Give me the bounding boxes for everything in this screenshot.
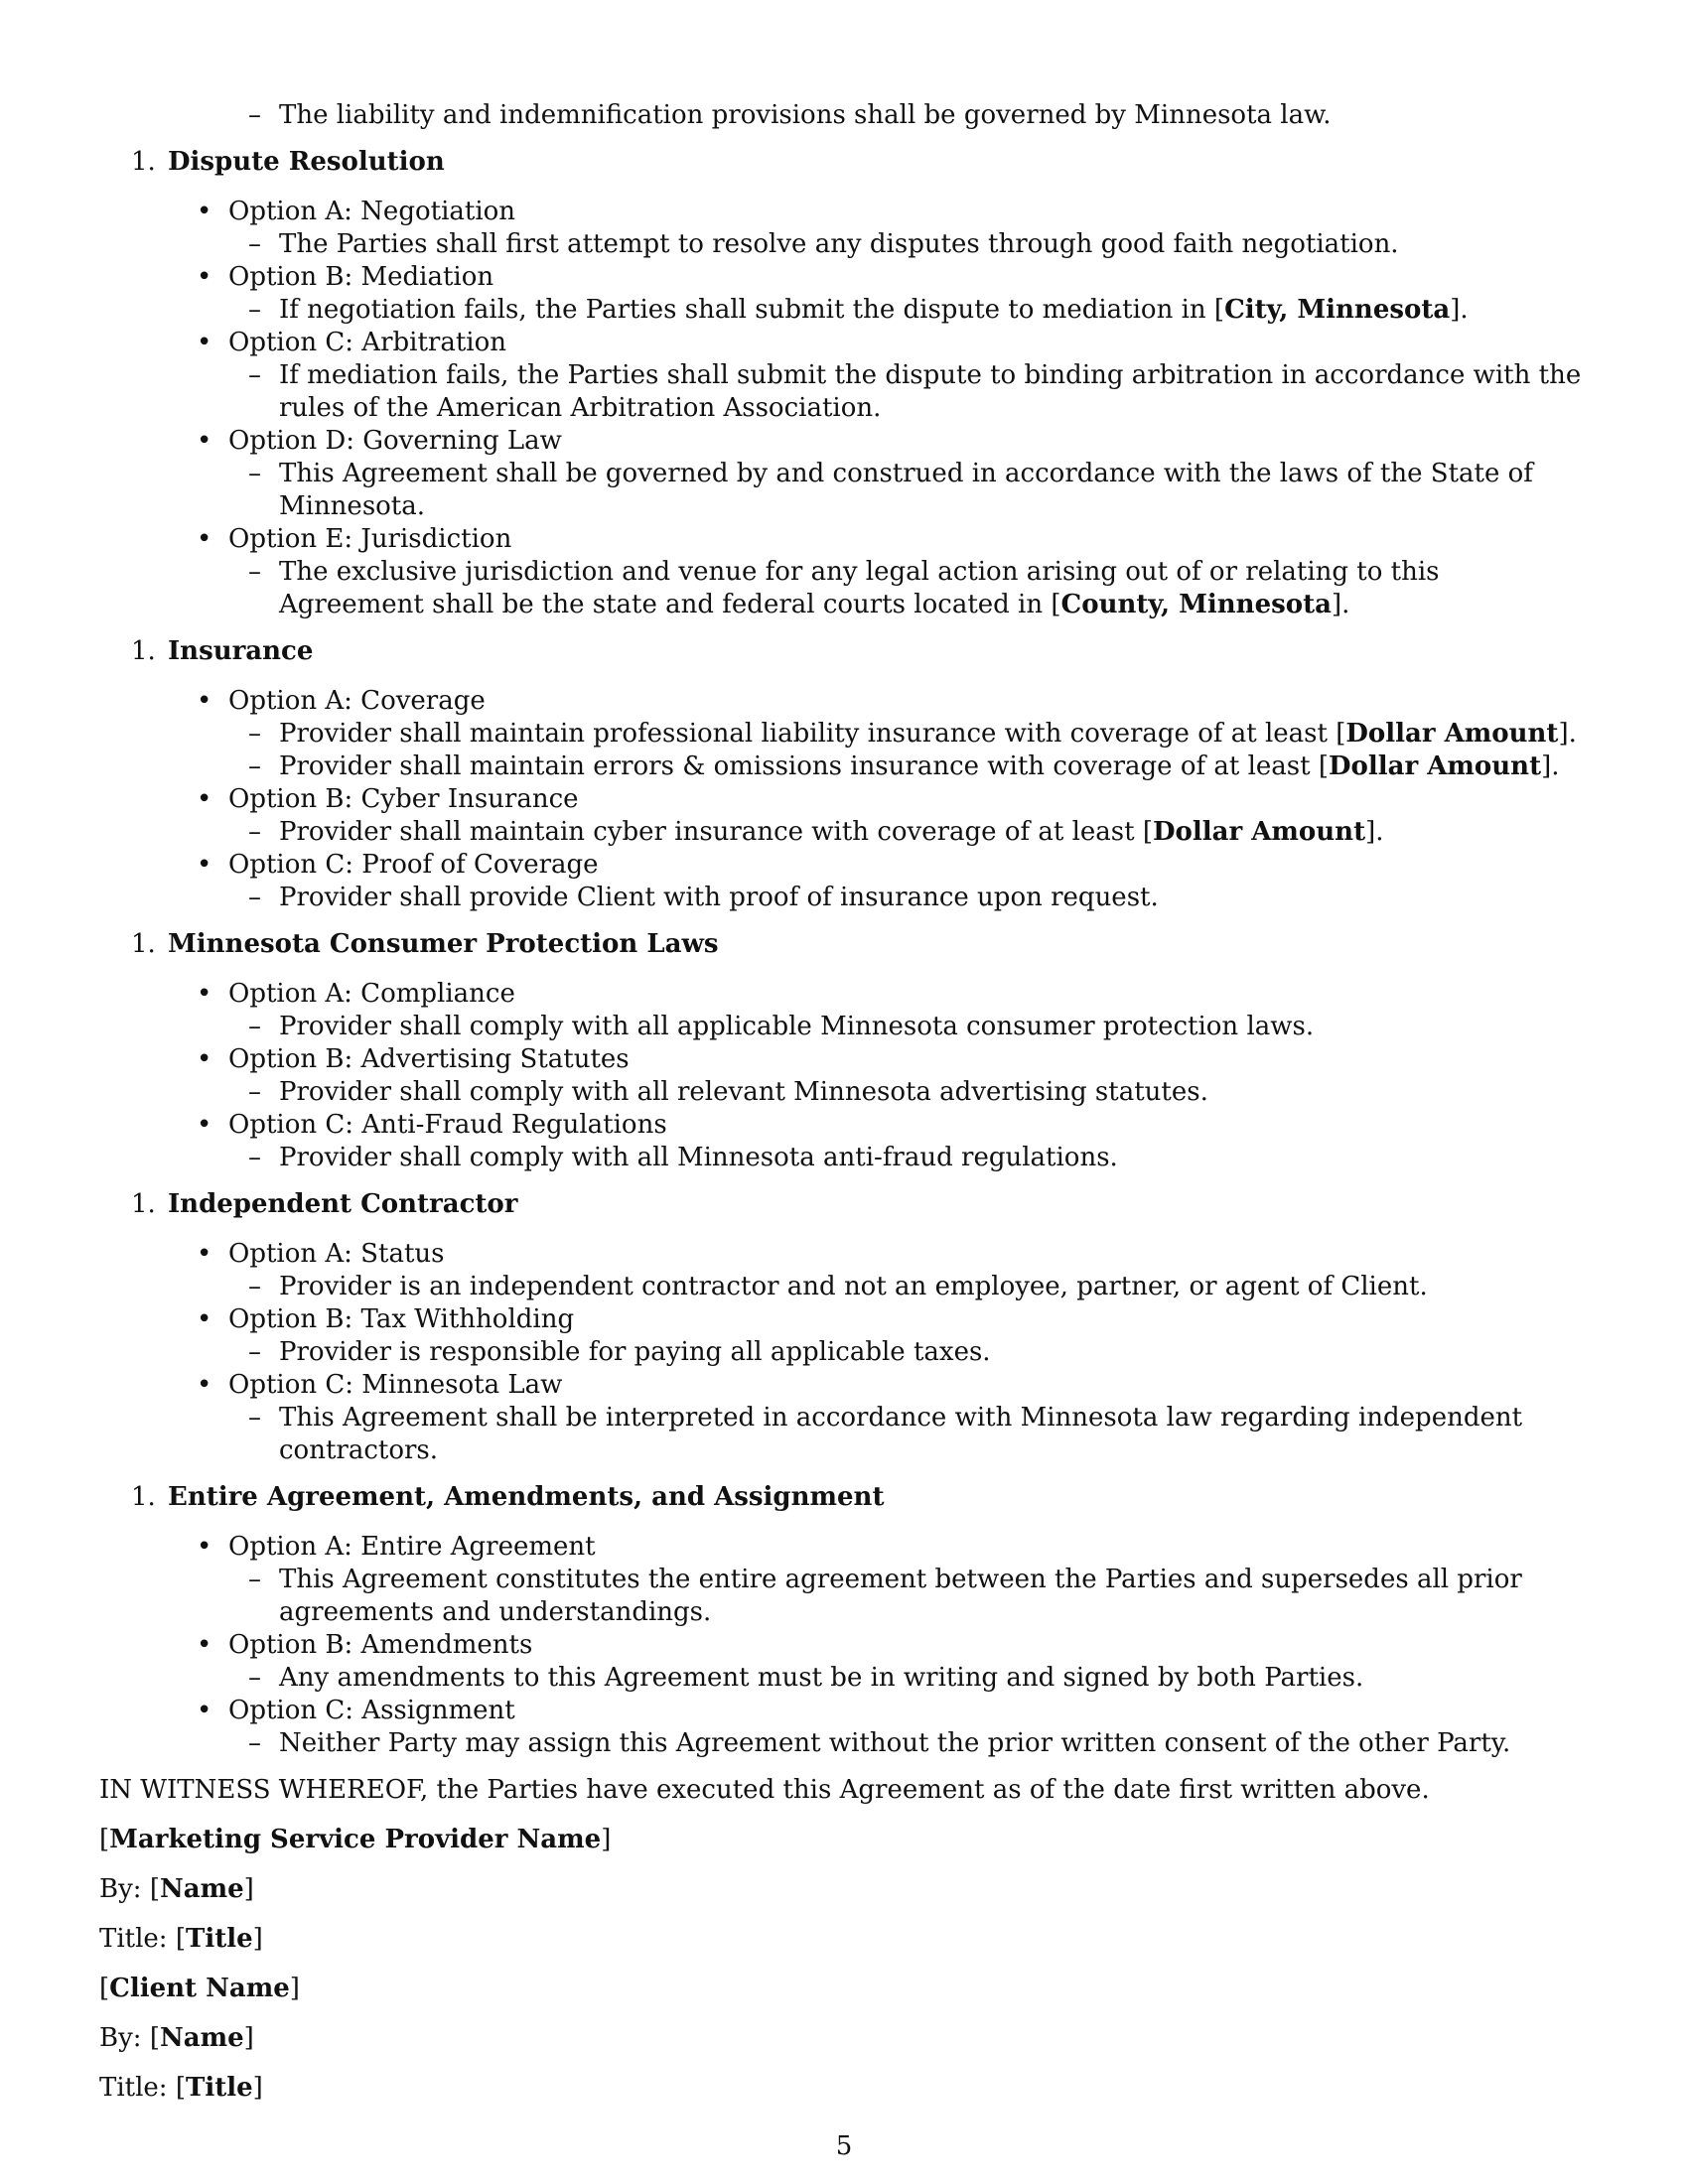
option-item	[99, 1629, 1589, 1662]
option-label: Option A: Negotiation	[228, 197, 516, 226]
bullet-marker: •	[197, 1532, 212, 1562]
section-1	[99, 146, 1589, 621]
detail-text	[279, 459, 1533, 521]
bullet-marker: •	[197, 1239, 212, 1269]
text-segment: If mediation fails, the Parties shall submit the dispute to binding arbitration in accordance with the rules of the American Arbitration Association.	[279, 360, 1582, 423]
option-item	[99, 1043, 1589, 1076]
bullet-marker: •	[197, 979, 212, 1009]
option-label: Option A: Status	[228, 1239, 445, 1269]
placeholder-field: County, Minnesota	[1060, 590, 1332, 619]
section-title: Minnesota Consumer Protection Laws	[168, 929, 719, 959]
text-segment: ]	[243, 2023, 254, 2053]
option-item	[99, 1369, 1589, 1402]
text-segment: The exclusive jurisdiction and venue for any legal action arising out of or relating to this Agreement shall be the state and federal courts located in [	[279, 557, 1440, 619]
bullet-marker: •	[197, 1304, 212, 1334]
dash-marker: –	[248, 557, 261, 587]
option-detail	[99, 359, 1589, 425]
text-segment: Provider shall comply with all Minnesota anti-fraud regulations.	[279, 1143, 1118, 1172]
option-detail	[99, 1011, 1589, 1043]
bullet-marker: •	[197, 1696, 212, 1725]
text-segment: ]	[252, 2073, 263, 2103]
detail-text	[279, 229, 1399, 259]
option-detail	[99, 458, 1589, 523]
option-label: Option B: Tax Withholding	[228, 1304, 575, 1334]
option-detail	[99, 1662, 1589, 1695]
option-item	[99, 1695, 1589, 1727]
text-segment: ].	[1541, 751, 1560, 781]
placeholder-field: Dollar Amount	[1345, 719, 1559, 749]
dash-marker: –	[248, 459, 261, 488]
bullet-marker: •	[197, 262, 212, 292]
bullet-marker: •	[197, 784, 212, 814]
dash-marker: –	[248, 817, 261, 847]
text-segment: ]	[289, 1974, 300, 2003]
text-segment: ].	[1450, 295, 1469, 325]
section-number: 1.	[131, 1482, 156, 1512]
dash-marker: –	[248, 1077, 261, 1107]
dash-marker: –	[248, 883, 261, 912]
dash-marker: –	[248, 751, 261, 781]
dash-marker: –	[248, 1663, 261, 1693]
signature-line	[99, 1873, 1589, 1906]
text-segment: By: [	[99, 2023, 160, 2053]
option-label: Option E: Jurisdiction	[228, 524, 512, 554]
option-detail	[99, 1076, 1589, 1109]
text-segment: ].	[1558, 719, 1577, 749]
option-item	[99, 523, 1589, 556]
witness-clause: IN WITNESS WHEREOF, the Parties have executed this Agreement as of the date first written above.	[99, 1775, 1430, 1805]
detail-text	[279, 883, 1159, 912]
text-segment: ].	[1365, 817, 1384, 847]
section-5	[99, 1481, 1589, 1760]
option-detail	[99, 1564, 1589, 1629]
dash-marker: –	[248, 295, 261, 325]
text-segment: Provider is an independent contractor and not an employee, partner, or agent of Client.	[279, 1272, 1428, 1301]
text-segment: Any amendments to this Agreement must be in writing and signed by both Parties.	[279, 1663, 1364, 1693]
option-detail	[99, 1271, 1589, 1303]
text-segment: This Agreement shall be governed by and construed in accordance with the laws of the State of Minnesota.	[279, 459, 1533, 521]
section-2	[99, 635, 1589, 914]
detail-text	[279, 1337, 991, 1367]
section-number: 1.	[131, 1189, 156, 1219]
text-segment: Provider shall comply with all applicable Minnesota consumer protection laws.	[279, 1012, 1315, 1041]
carryover-text: The liability and indemnification provisions shall be governed by Minnesota law.	[279, 100, 1332, 130]
option-detail	[99, 1336, 1589, 1369]
placeholder-field: Dollar Amount	[1153, 817, 1366, 847]
text-segment: This Agreement shall be interpreted in accordance with Minnesota law regarding independent contractors.	[279, 1403, 1523, 1465]
bullet-marker: •	[197, 328, 212, 357]
section-4	[99, 1188, 1589, 1467]
placeholder-field: City, Minnesota	[1224, 295, 1451, 325]
option-detail	[99, 294, 1589, 327]
option-item	[99, 978, 1589, 1011]
option-detail	[99, 751, 1589, 783]
dash-marker: –	[248, 1143, 261, 1172]
option-item	[99, 1303, 1589, 1336]
text-segment: [	[99, 1974, 110, 2003]
bullet-marker: •	[197, 426, 212, 456]
option-detail	[99, 816, 1589, 849]
detail-text	[279, 360, 1581, 423]
text-segment: [	[99, 1825, 110, 1854]
placeholder-field: Client Name	[109, 1974, 290, 2003]
text-segment: The Parties shall first attempt to resolve any disputes through good faith negotiation.	[279, 229, 1399, 259]
text-segment: Provider shall comply with all relevant Minnesota advertising statutes.	[279, 1077, 1208, 1107]
option-label: Option A: Coverage	[228, 686, 486, 716]
section-number: 1.	[131, 929, 156, 959]
option-label: Option C: Minnesota Law	[228, 1370, 563, 1400]
placeholder-field: Dollar Amount	[1329, 751, 1542, 781]
option-detail	[99, 882, 1589, 914]
dash-marker: –	[248, 1728, 261, 1758]
option-item	[99, 327, 1589, 359]
text-segment: Provider shall maintain cyber insurance with coverage of at least [	[279, 817, 1153, 847]
option-item	[99, 261, 1589, 294]
text-segment: If negotiation fails, the Parties shall submit the dispute to mediation in [	[279, 295, 1225, 325]
option-label: Option C: Anti-Fraud Regulations	[228, 1110, 667, 1140]
option-label: Option B: Mediation	[228, 262, 494, 292]
section-heading	[99, 1188, 1589, 1221]
section-title: Independent Contractor	[168, 1189, 518, 1219]
option-label: Option C: Proof of Coverage	[228, 850, 599, 880]
signature-line	[99, 1973, 1589, 2005]
section-heading	[99, 146, 1589, 179]
option-label: Option A: Entire Agreement	[228, 1532, 596, 1562]
text-segment: ]	[252, 1924, 263, 1954]
option-label: Option A: Compliance	[228, 979, 515, 1009]
placeholder-field: Title	[185, 1924, 253, 1954]
option-detail	[99, 1727, 1589, 1760]
option-item	[99, 425, 1589, 458]
signature-line	[99, 1824, 1589, 1856]
bullet-marker: •	[197, 197, 212, 226]
option-label: Option B: Cyber Insurance	[228, 784, 579, 814]
text-segment: This Agreement constitutes the entire agreement between the Parties and supersedes all prior agreements and understandings.	[279, 1565, 1522, 1627]
dash-marker: –	[248, 1337, 261, 1367]
sections-list	[99, 146, 1589, 1760]
detail-text	[279, 719, 1577, 749]
detail-text	[279, 1403, 1522, 1465]
dash-marker: –	[248, 360, 261, 390]
detail-text	[279, 1012, 1314, 1041]
option-item	[99, 685, 1589, 718]
bullet-marker: •	[197, 524, 212, 554]
placeholder-field: Marketing Service Provider Name	[109, 1825, 602, 1854]
dash-marker: –	[248, 719, 261, 749]
bullet-marker: •	[197, 686, 212, 716]
dash-marker: –	[248, 1565, 261, 1594]
text-segment: Provider shall maintain professional liability insurance with coverage of at least [	[279, 719, 1346, 749]
text-segment: Provider shall provide Client with proof of insurance upon request.	[279, 883, 1159, 912]
option-detail	[99, 556, 1589, 621]
detail-text	[279, 557, 1440, 619]
signature-line	[99, 1923, 1589, 1956]
option-item	[99, 849, 1589, 882]
signature-block	[99, 1824, 1589, 2105]
signature-line	[99, 2072, 1589, 2105]
text-segment: By: [	[99, 1874, 160, 1904]
bullet-marker: •	[197, 1044, 212, 1074]
option-detail	[99, 1402, 1589, 1467]
detail-text	[279, 295, 1469, 325]
option-label: Option B: Advertising Statutes	[228, 1044, 630, 1074]
section-number: 1.	[131, 636, 156, 666]
option-detail	[99, 228, 1589, 261]
section-3	[99, 928, 1589, 1174]
detail-text	[279, 1663, 1363, 1693]
option-item	[99, 1531, 1589, 1564]
detail-text	[279, 1272, 1428, 1301]
carryover-item	[99, 99, 1589, 132]
section-title: Insurance	[168, 636, 314, 666]
detail-text	[279, 751, 1560, 781]
option-detail	[99, 1142, 1589, 1174]
page-number: 5	[835, 2131, 853, 2161]
dash-marker: –	[248, 1272, 261, 1301]
signature-line	[99, 2022, 1589, 2055]
detail-text	[279, 1565, 1522, 1627]
section-number: 1.	[131, 147, 156, 177]
option-label: Option D: Governing Law	[228, 426, 562, 456]
placeholder-field: Name	[159, 1874, 244, 1904]
section-title: Entire Agreement, Amendments, and Assignment	[168, 1482, 885, 1512]
option-label: Option B: Amendments	[228, 1630, 533, 1660]
option-item	[99, 783, 1589, 816]
dash-marker: –	[248, 100, 261, 130]
option-label: Option C: Arbitration	[228, 328, 507, 357]
text-segment: Provider is responsible for paying all applicable taxes.	[279, 1337, 991, 1367]
bullet-marker: •	[197, 850, 212, 880]
option-detail	[99, 718, 1589, 751]
text-segment: Neither Party may assign this Agreement without the prior written consent of the other Party.	[279, 1728, 1511, 1758]
detail-text	[279, 817, 1384, 847]
section-heading	[99, 635, 1589, 668]
text-segment: ].	[1331, 590, 1350, 619]
text-segment: Title: [	[99, 2073, 186, 2103]
detail-text	[279, 1728, 1510, 1758]
section-heading	[99, 928, 1589, 961]
option-label: Option C: Assignment	[228, 1696, 515, 1725]
detail-text	[279, 1077, 1208, 1107]
bullet-marker: •	[197, 1110, 212, 1140]
option-item	[99, 1109, 1589, 1142]
section-heading	[99, 1481, 1589, 1514]
dash-marker: –	[248, 1012, 261, 1041]
text-segment: Title: [	[99, 1924, 186, 1954]
section-title: Dispute Resolution	[168, 147, 445, 177]
text-segment: ]	[243, 1874, 254, 1904]
placeholder-field: Title	[185, 2073, 253, 2103]
bullet-marker: •	[197, 1630, 212, 1660]
dash-marker: –	[248, 229, 261, 259]
dash-marker: –	[248, 1403, 261, 1433]
document-content	[99, 99, 1589, 2121]
text-segment: Provider shall maintain errors & omissions insurance with coverage of at least [	[279, 751, 1329, 781]
placeholder-field: Name	[159, 2023, 244, 2053]
detail-text	[279, 1143, 1118, 1172]
option-item	[99, 196, 1589, 228]
option-item	[99, 1238, 1589, 1271]
text-segment: ]	[601, 1825, 612, 1854]
bullet-marker: •	[197, 1370, 212, 1400]
